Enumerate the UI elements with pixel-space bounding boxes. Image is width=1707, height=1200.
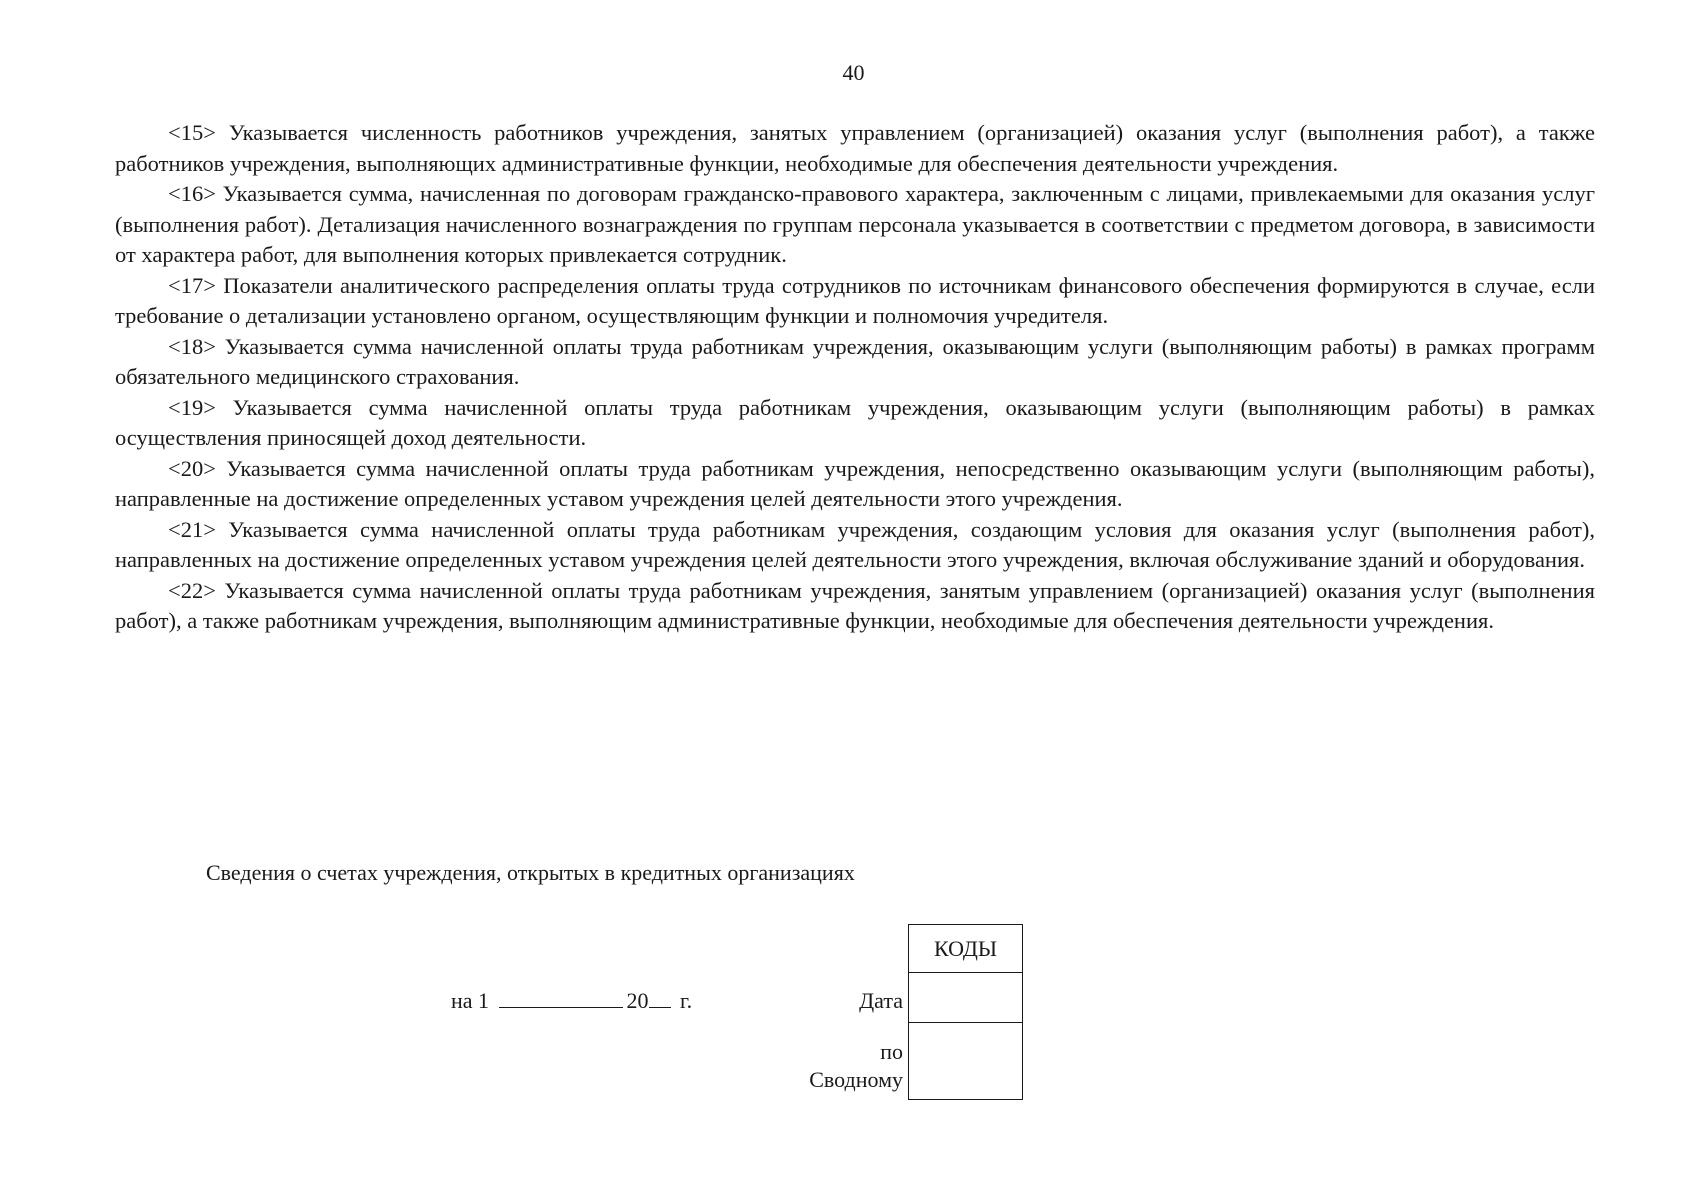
page-number: 40 [842, 60, 865, 85]
codes-row-label-summary [753, 1038, 903, 1094]
footnote-20: <20> Указывается сумма начисленной оплаты труда работникам учреждения, непосредственно оказывающим услуги (выполняющим работы), направленные на достижение определенных уставом учреждения целей деятельности этого учреждения. [115, 455, 1595, 511]
section-heading: Сведения о счетах учреждения, открытых в кредитных организациях [206, 860, 855, 885]
footnote-21: <21> Указывается сумма начисленной оплаты труда работникам учреждения, создающим условия для оказания услуг (выполнения работ), направленных на достижение определенных уставом учреждения целей деятельности этого учреждения, включая обслуживание зданий и оборудования. [115, 516, 1595, 572]
codes-table-header: КОДЫ [909, 925, 1023, 973]
date-blank-field[interactable] [499, 1006, 623, 1008]
date-prefix: на 1 [451, 988, 490, 1013]
codes-row-label-summary-line1: по [880, 1039, 903, 1064]
footnote-19: <19> Указывается сумма начисленной оплаты труда работникам учреждения, оказывающим услуги (выполняющим работы) в рамках осуществления приносящей доход деятельности. [115, 394, 1595, 450]
footnote-18: <18> Указывается сумма начисленной оплаты труда работникам учреждения, оказывающим услуги (выполняющим работы) в рамках программ обязательного медицинского страхования. [115, 333, 1595, 389]
footnote-17: <17> Показатели аналитического распределения оплаты труда сотрудников по источникам финансового обеспечения формируются в случае, если требование о детализации установлено органом, осуществляющим функции и полномочия учредителя. [115, 272, 1595, 328]
codes-row-label-date: Дата [859, 988, 903, 1013]
footnotes [115, 118, 1595, 637]
footnote-22: <22> Указывается сумма начисленной оплаты труда работникам учреждения, занятым управлением (организацией) оказания услуг (выполнения работ), а также работникам учреждения, выполняющим административные функции, необходимые для обеспечения деятельности учреждения. [115, 577, 1595, 633]
year-blank-field[interactable] [649, 1006, 671, 1008]
codes-table [908, 924, 1023, 1100]
codes-cell-summary[interactable] [909, 1023, 1023, 1100]
footnote-15: <15> Указывается численность работников учреждения, занятых управлением (организацией) оказания услуг (выполнения работ), а также работников учреждения, выполняющих административные функции, необходимые для обеспечения деятельности учреждения. [115, 120, 1595, 176]
footnote-16: <16> Указывается сумма, начисленная по договорам гражданско-правового характера, заключенным с лицами, привлекаемыми для оказания услуг (выполнения работ). Детализация начисленного вознаграждения по группам персонала указывается в соответствии с предметом договора, в зависимости от характера работ, для выполнения которых привлекается сотрудник. [115, 181, 1595, 267]
codes-row-label-summary-line2: Сводному [809, 1067, 903, 1092]
codes-cell-date[interactable] [909, 973, 1023, 1023]
year-suffix: г. [680, 988, 693, 1013]
year-prefix: 20 [626, 988, 649, 1013]
report-date-line [451, 988, 692, 1014]
